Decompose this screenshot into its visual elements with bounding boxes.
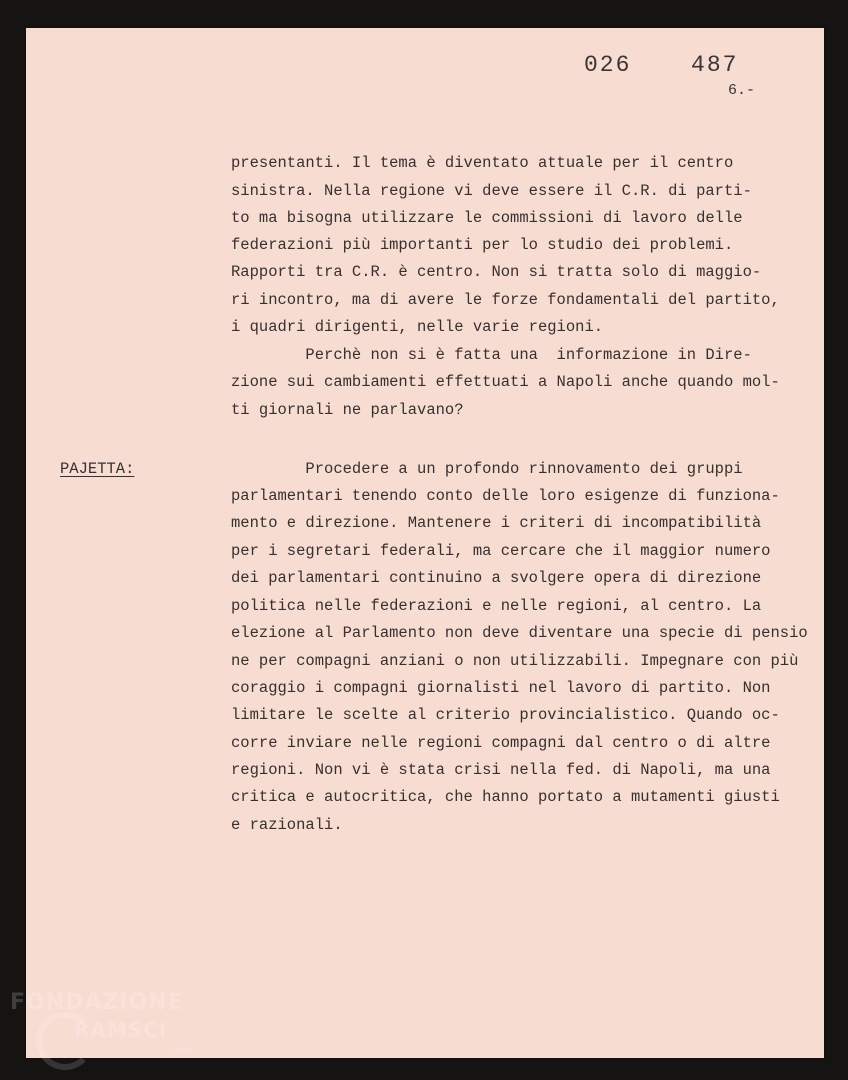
archive-number: 026 487: [584, 52, 739, 78]
text-line: politica nelle federazioni e nelle regioni, al centro. La: [231, 597, 762, 615]
text-line: sinistra. Nella regione vi deve essere il C.R. di parti-: [231, 182, 752, 200]
text-line: regioni. Non vi è stata crisi nella fed. di Napoli, ma una: [231, 761, 771, 779]
watermark-small: onlus: [170, 1046, 195, 1056]
watermark-logo: [10, 990, 220, 1070]
text-line: Perchè non si è fatta una informazione in Dire-: [231, 346, 752, 364]
text-line: parlamentari tenendo conto delle loro esigenze di funziona-: [231, 487, 780, 505]
text-line: Rapporti tra C.R. è centro. Non si tratta solo di maggio-: [231, 263, 762, 281]
text-line: Procedere a un profondo rinnovamento dei gruppi: [231, 460, 743, 478]
text-line: to ma bisogna utilizzare le commissioni di lavoro delle: [231, 209, 743, 227]
text-line: limitare le scelte al criterio provincialistico. Quando oc-: [231, 706, 780, 724]
text-line: ti giornali ne parlavano?: [231, 401, 464, 419]
watermark-line2: RAMSCI: [74, 1018, 168, 1042]
text-line: ri incontro, ma di avere le forze fondamentali del partito,: [231, 291, 780, 309]
text-line: corre inviare nelle regioni compagni dal centro o di altre: [231, 734, 771, 752]
text-line: coraggio i compagni giornalisti nel lavoro di partito. Non: [231, 679, 771, 697]
text-line: e razionali.: [231, 816, 343, 834]
page-number: 6.-: [728, 82, 756, 99]
text-line: zione sui cambiamenti effettuati a Napoli anche quando mol-: [231, 373, 780, 391]
speaker-label: PAJETTA:: [60, 460, 135, 478]
text-line: mento e direzione. Mantenere i criteri di incompatibilità: [231, 514, 762, 532]
text-line: i quadri dirigenti, nelle varie regioni.: [231, 318, 604, 336]
text-line: ne per compagni anziani o non utilizzabili. Impegnare con più: [231, 652, 799, 670]
text-line: per i segretari federali, ma cercare che il maggior numero: [231, 542, 771, 560]
text-line: dei parlamentari continuino a svolgere opera di direzione: [231, 569, 762, 587]
text-line: elezione al Parlamento non deve diventare una specie di pensio: [231, 624, 808, 642]
text-line: critica e autocritica, che hanno portato a mutamenti giusti: [231, 788, 780, 806]
text-line: federazioni più importanti per lo studio dei problemi.: [231, 236, 734, 254]
watermark-line1: FONDAZIONE: [10, 990, 184, 1015]
text-line: presentanti. Il tema è diventato attuale per il centro: [231, 154, 734, 172]
